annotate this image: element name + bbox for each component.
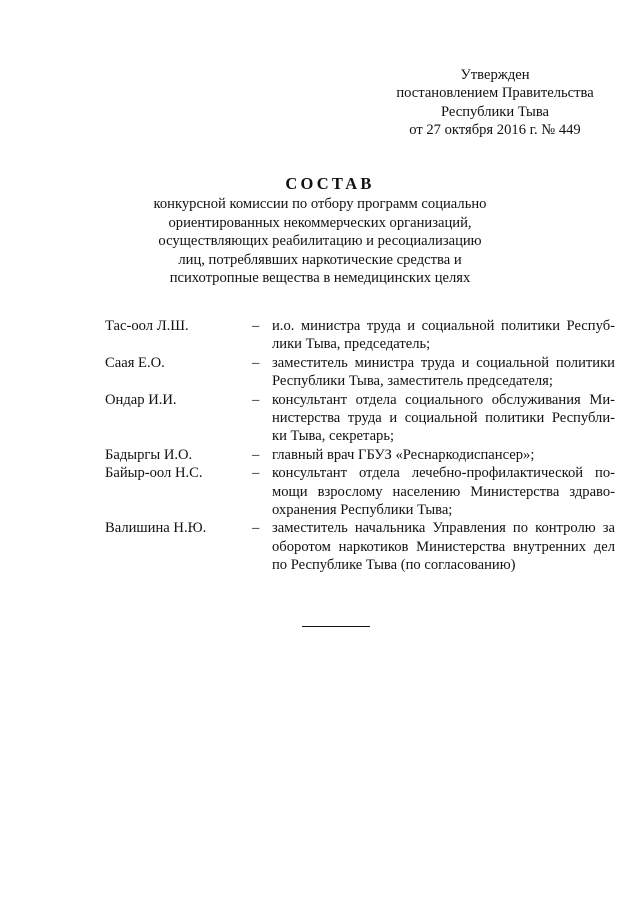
member-role [272, 391, 615, 446]
member-dash: – [252, 391, 260, 408]
member-name: Бадыргы И.О. [105, 446, 193, 463]
member-role-line: консультант отдела лечебно-профилактической по- [272, 465, 615, 482]
member-role-line: мощи взрослому населению Министерства здраво- [272, 483, 615, 500]
document-title: СОСТАВ [285, 174, 375, 193]
member-role [272, 464, 615, 519]
member-entry [105, 519, 615, 574]
subtitle-line: лиц, потреблявших наркотические средства и [178, 251, 462, 268]
member-role-line: консультант отдела социального обслуживания Ми- [272, 391, 615, 408]
subtitle-line: конкурсной комиссии по отбору программ социально [153, 196, 487, 212]
member-role-line: ки Тыва, секретарь; [272, 428, 395, 445]
subtitle-line: ориентированных некоммерческих организаций, [168, 214, 472, 231]
member-name: Саая Е.О. [105, 354, 165, 371]
end-divider [302, 626, 370, 627]
member-entry [105, 464, 615, 519]
member-role-line: заместитель министра труда и социальной политики [272, 354, 615, 371]
member-role [272, 446, 615, 464]
member-dash: – [252, 446, 260, 463]
member-role-line: нистерства труда и социальной политики Республи- [272, 410, 615, 427]
member-dash: – [252, 465, 260, 482]
subtitle-line: осуществляющих реабилитацию и ресоциализацию [158, 233, 482, 250]
approval-line: Республики Тыва [440, 103, 550, 120]
approval-block [390, 66, 600, 140]
member-role-line: и.о. министра труда и социальной политики Респуб- [272, 318, 615, 334]
member-role [272, 317, 615, 354]
member-entry [105, 391, 615, 446]
member-role-line: заместитель начальника Управления по контролю за [272, 520, 615, 537]
member-role-line: охранения Республики Тыва; [272, 502, 453, 519]
member-entry [105, 354, 615, 391]
member-role-line: главный врач ГБУЗ «Реснаркодиспансер»; [272, 446, 535, 463]
approval-line: Утвержден [460, 67, 530, 83]
member-role-line: Республики Тыва, заместитель председателя; [272, 373, 553, 390]
member-dash: – [252, 520, 260, 537]
approval-line: от 27 октября 2016 г. № 449 [409, 122, 581, 139]
member-dash: – [252, 318, 260, 334]
member-name: Тас-оол Л.Ш. [105, 318, 189, 334]
member-role-line: по Республике Тыва (по согласованию) [272, 557, 516, 574]
member-entry [105, 317, 615, 354]
member-name: Ондар И.И. [105, 391, 177, 408]
document-subtitle [0, 195, 640, 288]
member-role-line: оборотом наркотиков Министерства внутренних дел [272, 538, 615, 555]
member-entry [105, 446, 615, 464]
member-name: Байыр-оол Н.С. [105, 465, 203, 482]
member-role-line: лики Тыва, председатель; [272, 336, 431, 353]
member-role [272, 519, 615, 574]
member-name: Валишина Н.Ю. [105, 520, 207, 537]
approval-line: постановлением Правительства [396, 85, 594, 102]
member-dash: – [252, 354, 260, 371]
member-role [272, 354, 615, 391]
subtitle-line: психотропные вещества в немедицинских целях [169, 270, 471, 287]
members-list [105, 317, 615, 575]
